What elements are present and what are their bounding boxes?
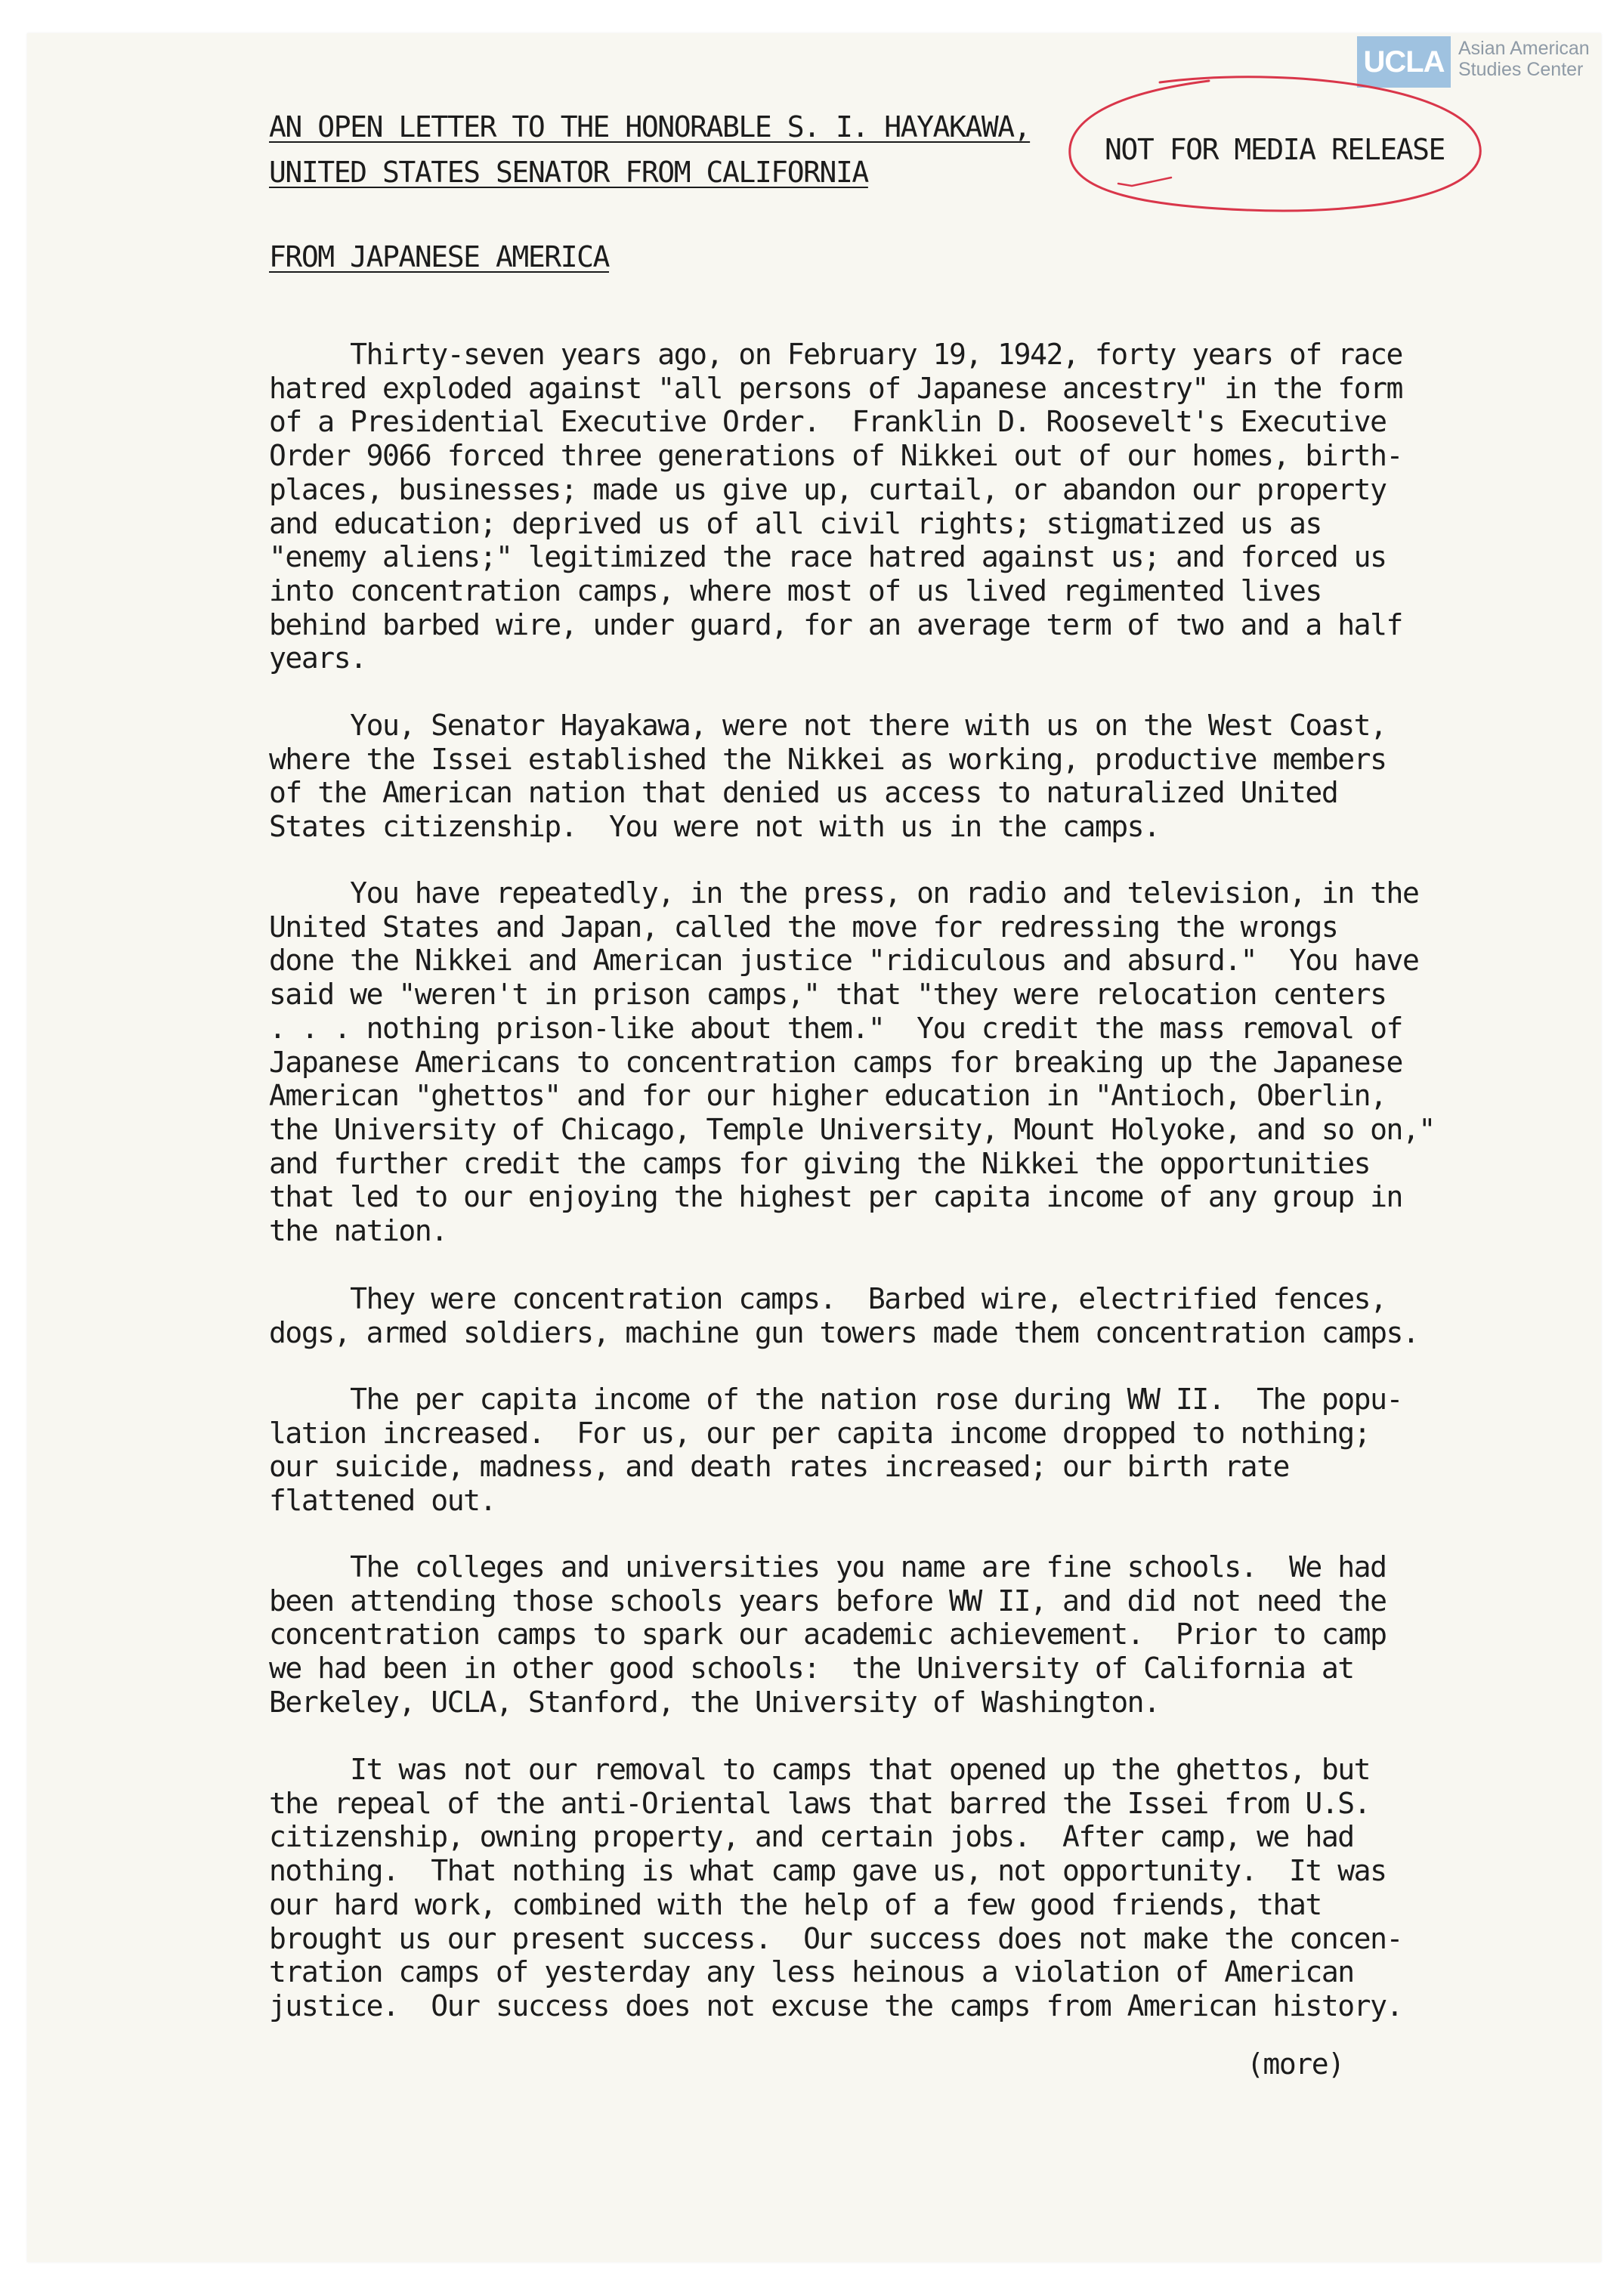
ucla-logo-mark: UCLA (1357, 36, 1451, 88)
paragraph-3: You have repeatedly, in the press, on radio and television, in the United States and Japan, called the move for redressing the wrongs done the Nikkei and American justice "ridiculous and absurd." You have said we "weren't in prison camps," that "they were relocation centers . . . nothing prison-like about them." You credit the mass removal of Japanese Americans to concentration camps for breaking up the Japanese American "ghettos" and for our higher education in "Antioch, Oberlin, the University of Chicago, Temple University, Mount Holyoke, and so on," and further credit the camps for giving the Nikkei the opportunities that led to our enjoying the highest per capita income of any group in the nation. (269, 876, 1435, 1248)
continuation-marker: (more) (1247, 2047, 1344, 2081)
paragraph-1: Thirty-seven years ago, on February 19, 1942, forty years of race hatred exploded against "all persons of Japanese ancestry" in the form of a Presidential Executive Order. Franklin D. Roosevelt's Executive Order 9066 forced three generations of Nikkei out of our homes, birth- places, businesses; made us give up, curtail, or abandon our property and education; deprived us of all civil rights; stigmatized us as "enemy aliens;" legitimized the race hatred against us; and forced us into concentration camps, where most of us lived regimented lives behind barbed wire, under guard, for an average term of two and a half years. (269, 338, 1402, 675)
paragraph-4: They were concentration camps. Barbed wire, electrified fences, dogs, armed soldiers, machine gun towers made them concentration camps. (269, 1282, 1419, 1349)
paragraph-5: The per capita income of the nation rose during WW II. The popu- lation increased. For us, our per capita income dropped to nothing; our suicide, madness, and death rates increased; our birth rate flattened out. (269, 1383, 1402, 1518)
letter-heading-line-1: AN OPEN LETTER TO THE HONORABLE S. I. HAYAKAWA, (269, 110, 1031, 144)
logo-org-line-1: Asian American (1458, 38, 1590, 59)
paragraph-6: The colleges and universities you name are fine schools. We had been attending those schools years before WW II, and did not need the concentration camps to spark our academic achievement. Prior to camp we had been in other good schools: the University of California at Berkeley, UCLA, Stanford, the University of Washington. (269, 1550, 1387, 1719)
not-for-media-release-note: NOT FOR MEDIA RELEASE (1105, 133, 1445, 166)
paragraph-2: You, Senator Hayakawa, were not there with us on the West Coast, where the Issei established the Nikkei as working, productive members of the American nation that denied us access to naturalized United States citizenship. You were not with us in the camps. (269, 709, 1387, 844)
letter-heading-line-2: UNITED STATES SENATOR FROM CALIFORNIA (269, 156, 868, 189)
logo-org-line-2: Studies Center (1458, 59, 1584, 80)
letter-heading-line-3: FROM JAPANESE AMERICA (269, 240, 609, 273)
red-pen-tick (1118, 178, 1171, 186)
paragraph-7: It was not our removal to camps that opened up the ghettos, but the repeal of the anti-Oriental laws that barred the Issei from U.S. citizenship, owning property, and certain jobs. After camp, we had nothing. That nothing is what camp gave us, not opportunity. It was our hard work, combined with the help of a few good friends, that brought us our present success. Our success does not make the concen- tration camps of yesterday any less heinous a violation of American justice. Our success does not excuse the camps from American history. (269, 1753, 1402, 2023)
